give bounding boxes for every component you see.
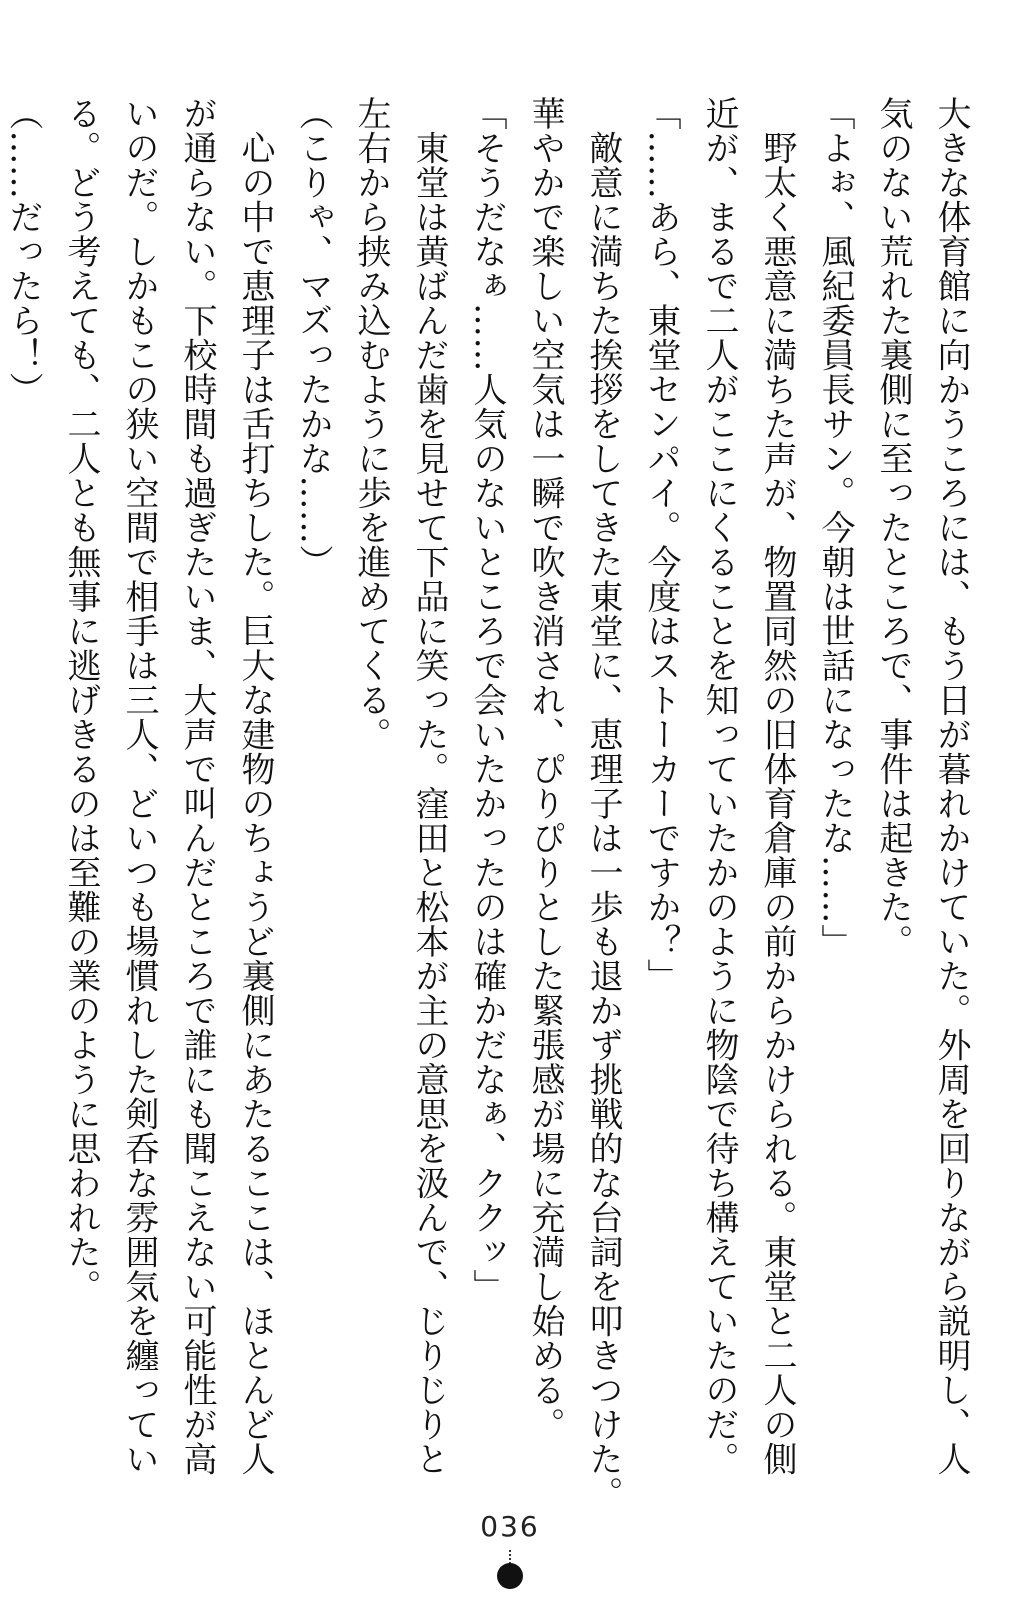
text-line: が通らない。下校時間も過ぎたいま、大声で叫んだところで誰にも聞こえない可能性が高 xyxy=(177,96,217,1476)
text-line: 「そうだなぁ……人気のないところで会いたかったのは確かだなぁ、ククッ」 xyxy=(467,96,507,1304)
text-line: 大きな体育館に向かうころには、もう日が暮れかけていた。外周を回りながら説明し、人 xyxy=(931,96,971,1476)
text-line: 左右から挟み込むように歩を進めてくる。 xyxy=(351,96,391,752)
text-line: （こりゃ、マズったかな……） xyxy=(293,96,333,579)
text-line: 近が、まるで二人がここにくることを知っていたかのように物陰で待ち構えていたのだ。 xyxy=(699,96,739,1476)
text-line: （……だったら！） xyxy=(3,96,43,407)
text-line: 華やかで楽しい空気は一瞬で吹き消され、ぴりぴりとした緊張感が場に充満し始める。 xyxy=(525,96,565,1442)
text-line: 心の中で恵理子は舌打ちした。巨大な建物のちょうど裏側にあたるここは、ほとんど人 xyxy=(235,96,275,1476)
text-line: 敵意に満ちた挨拶をしてきた東堂に、恵理子は一歩も退かず挑戦的な台詞を叩きつけた。 xyxy=(583,96,623,1511)
text-line: る。どう考えても、二人とも無事に逃げきるのは至難の業のように思われた。 xyxy=(61,96,101,1304)
page-marker-dot xyxy=(497,1563,523,1589)
body-text xyxy=(3,96,980,1511)
text-line: 「……あら、東堂センパイ。今度はストーカーですか？」 xyxy=(641,96,681,993)
page-number: 036 xyxy=(480,1510,540,1543)
text-line: 東堂は黄ばんだ歯を見せて下品に笑った。窪田と松本が主の意思を汲んで、じりじりと xyxy=(409,96,449,1476)
text-line: 気のない荒れた裏側に至ったところで、事件は起きた。 xyxy=(873,96,913,959)
page-marker-stem xyxy=(509,1550,511,1564)
text-line: 野太く悪意に満ちた声が、物置同然の旧体育倉庫の前からかけられる。東堂と二人の側 xyxy=(757,96,797,1476)
text-line: いのだ。しかもこの狭い空間で相手は三人、どいつも場慣れした剣呑な雰囲気を纏ってい xyxy=(119,96,159,1476)
text-line: 「よぉ、風紀委員長サン。今朝は世話になったな……」 xyxy=(815,96,855,959)
